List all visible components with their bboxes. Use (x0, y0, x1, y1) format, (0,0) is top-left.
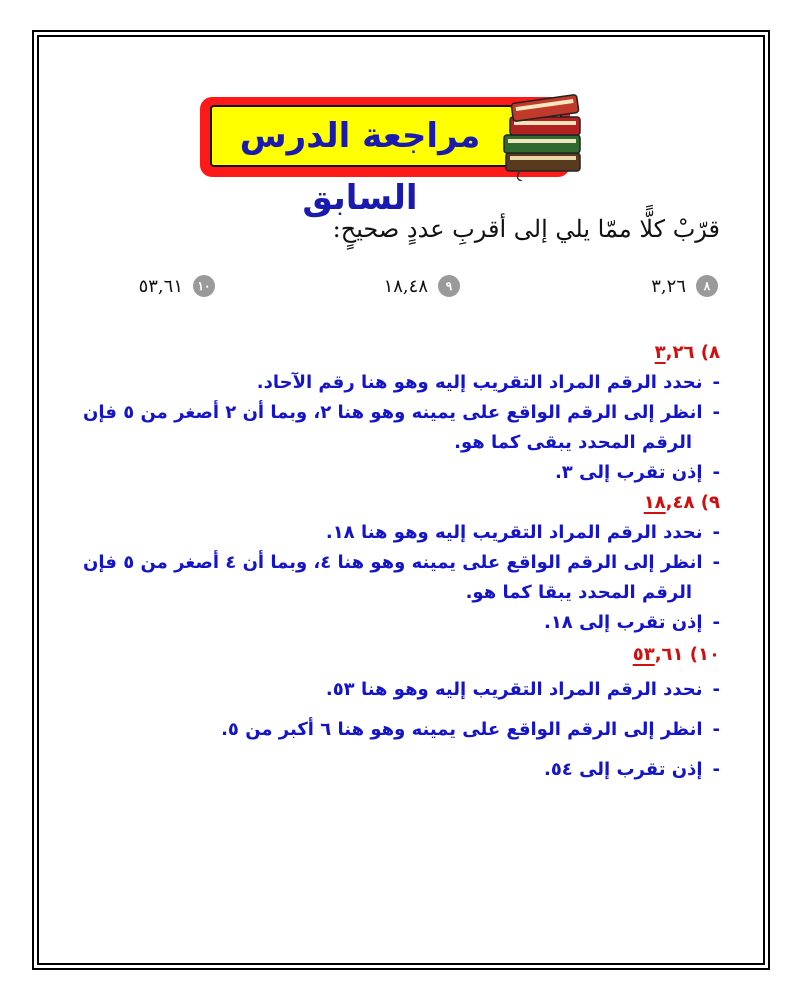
solution-heading (40, 640, 720, 670)
exercise-instruction: قرّبْ كلًّا ممّا يلي إلى أقربِ عددٍ صحيحٍ: (332, 215, 720, 243)
solution-step: -نحدد الرقم المراد التقريب إليه وهو هنا ١٨. (325, 522, 720, 543)
solution-label: ٩) (700, 492, 720, 513)
exercise-value: ١٨,٤٨ (383, 275, 428, 297)
solution-step: -نحدد الرقم المراد التقريب إليه وهو هنا ٥٣. (325, 679, 720, 700)
exercise-number-badge: ٨ (696, 275, 718, 297)
solution-label: ١٠) (689, 644, 720, 665)
solution-block (40, 640, 720, 790)
exercise-value: ٥٣,٦١ (138, 275, 183, 297)
stack-of-books-icon (500, 91, 588, 181)
exercise-item (384, 273, 460, 299)
rounded-digit: ١٨ (643, 492, 666, 513)
section-banner (200, 97, 570, 218)
solution-step: -إذن تقرب إلى ٥٤. (543, 759, 720, 780)
solution-step-continued: الرقم المحدد يبقا كما هو. (465, 582, 692, 603)
exercise-item (651, 273, 718, 299)
solution-step: -انظر إلى الرقم الواقع على يمينه وهو هنا ٢، وبما أن ٢ أصغر من ٥ فإن (83, 402, 720, 423)
solution-block (40, 488, 720, 638)
exercise-number-badge: ١٠ (193, 275, 215, 297)
remaining-digits: ,٤٨ (665, 492, 695, 513)
solution-value (644, 492, 695, 513)
solution-heading (40, 488, 720, 518)
exercise-row (0, 273, 800, 301)
remaining-digits: ,٦١ (654, 644, 684, 665)
banner-title: مراجعة الدرس السابق (239, 116, 481, 218)
solution-value (655, 342, 695, 363)
exercise-value: ٣,٢٦ (651, 275, 686, 297)
remaining-digits: ,٢٦ (665, 342, 695, 363)
solution-value (633, 644, 684, 665)
solution-label: ٨) (700, 342, 720, 363)
solution-step-continued: الرقم المحدد يبقى كما هو. (454, 432, 692, 453)
exercise-number-badge: ٩ (438, 275, 460, 297)
solution-step: -إذن تقرب إلى ١٨. (543, 612, 720, 633)
solution-step: -انظر إلى الرقم الواقع على يمينه وهو هنا ٦ أكبر من ٥. (221, 719, 720, 740)
solution-step: -انظر إلى الرقم الواقع على يمينه وهو هنا ٤، وبما أن ٤ أصغر من ٥ فإن (83, 552, 720, 573)
solution-block (40, 338, 720, 488)
solution-step: -إذن تقرب إلى ٣. (554, 462, 720, 483)
exercise-item (139, 273, 215, 299)
rounded-digit: ٣ (654, 342, 666, 363)
rounded-digit: ٥٣ (632, 644, 655, 665)
solution-step: -نحدد الرقم المراد التقريب إليه وهو هنا رقم الآحاد. (256, 372, 720, 393)
solution-heading (40, 338, 720, 368)
